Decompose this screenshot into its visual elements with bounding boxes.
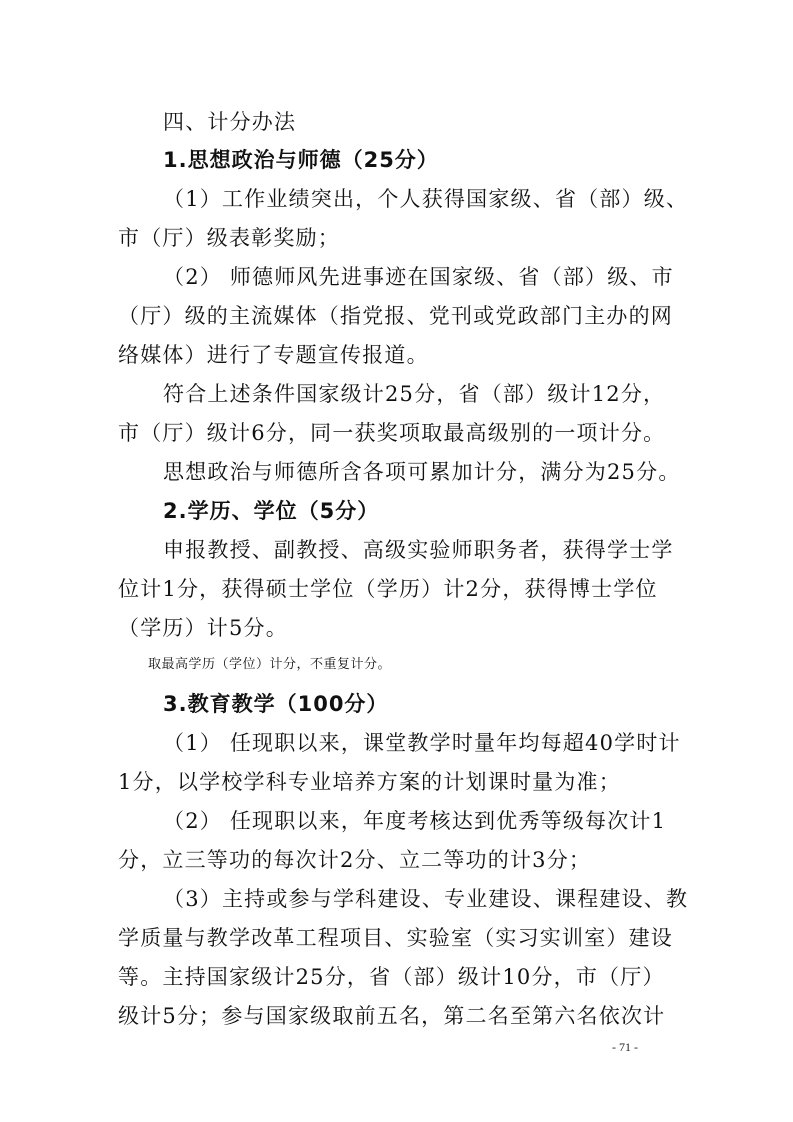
paragraph-line: （学历）计5分。 [118,616,288,640]
paragraph-line: 学质量与教学改革工程项目、实验室（实习实训室）建设 [118,926,673,950]
paragraph-line: 等。主持国家级计25分，省（部）级计10分，市（厅） [118,965,665,989]
note-line: 取最高学历（学位）计分，不重复计分。 [148,657,392,672]
paragraph-line: （1） 任现职以来，课堂教学时量年均每超40学时计 [163,731,681,755]
paragraph-line: （2） 任现职以来，年度考核达到优秀等级每次计1 [163,809,667,833]
paragraph-line: 位计1分，获得硕士学位（学历）计2分，获得博士学位 [118,577,658,601]
paragraph-line: （3）主持或参与学科建设、专业建设、课程建设、教 [163,887,689,911]
paragraph-line: 分，立三等功的每次计2分、立二等功的计3分； [118,848,592,872]
paragraph-line: （1）工作业绩突出，个人获得国家级、省（部）级、 [163,187,689,211]
section-title: 四、计分办法 [163,110,297,134]
paragraph-line: 1分，以学校学科专业培养方案的计划课时量为准； [118,770,621,794]
heading-3: 3.教育教学（100分） [163,692,389,716]
paragraph-line: 思想政治与师德所含各项可累加计分，满分为25分。 [163,460,681,484]
paragraph-line: （2） 师德师风先进事迹在国家级、省（部）级、市 [163,265,674,289]
heading-2: 2.学历、学位（5分） [163,499,380,523]
paragraph-line: 市（厅）级表彰奖励； [118,226,340,250]
paragraph-line: （厅）级的主流媒体（指党报、党刊或党政部门主办的网 [118,304,673,328]
paragraph-line: 申报教授、副教授、高级实验师职务者，获得学士学 [163,538,674,562]
paragraph-line: 级计5分；参与国家级取前五名，第二名至第六名依次计 [118,1004,666,1028]
paragraph-line: 络媒体）进行了专题宣传报道。 [118,343,429,367]
paragraph-line: 市（厅）级计6分，同一获奖项取最高级别的一项计分。 [118,421,666,445]
page-number: - 71 - [612,1040,638,1054]
paragraph-line: 符合上述条件国家级计25分，省（部）级计12分， [163,382,666,406]
heading-1: 1.思想政治与师德（25分） [163,148,439,172]
